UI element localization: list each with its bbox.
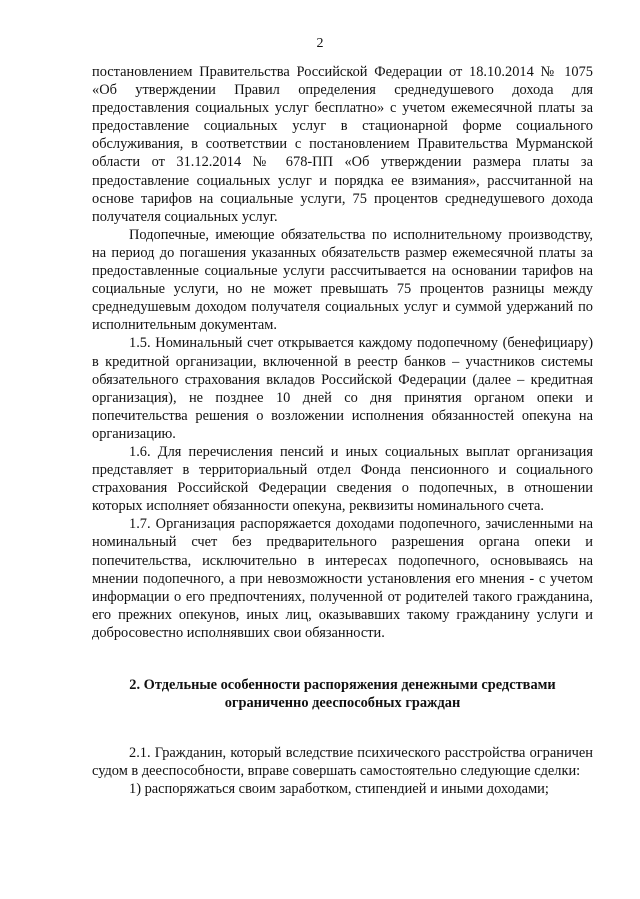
section-2-heading-line1: 2. Отдельные особенности распоряжения денежными средствами — [129, 677, 556, 693]
section-2-heading-line2: ограниченно дееспособных граждан — [224, 695, 461, 712]
paragraph-1-5: 1.5. Номинальный счет открывается каждому подопечному (бенефициару) в кредитной организации, включенной в реестр банков – участников системы обязательного страхования вкладов Российской Федерации (далее – кредитная организация), не позднее 10 дней со дня принятия органом опеки и попечительства решения о возложении исполнения обязанностей опекуна на организацию. — [92, 335, 593, 442]
paragraph-2-1: 2.1. Гражданин, который вследствие психического расстройства ограничен судом в дееспособности, вправе совершать самостоятельно следующие сделки: — [92, 745, 593, 780]
section-2-heading — [92, 676, 593, 712]
document-body — [92, 63, 593, 798]
list-item-1: 1) распоряжаться своим заработком, стипендией и иными доходами; — [129, 781, 549, 798]
paragraph-1-7: 1.7. Организация распоряжается доходами подопечного, зачисленными на номинальный счет без предварительного разрешения органа опеки и попечительства, исключительно в интересах подопечного, основываясь на мнении подопечного, а при невозможности установления его мнения - с учетом информации о его предпочтениях, полученной от родителей такого гражданина, его прежних опекунов, иных лиц, оказывавших такому гражданину услуги и добросовестно исполнявших свои обязанности. — [92, 516, 593, 641]
page-number: 2 — [316, 36, 324, 51]
paragraph-wards-obligations: Подопечные, имеющие обязательства по исполнительному производству, на период до погашения указанных обязательств размер ежемесячной платы за предоставленные социальные услуги рассчитывается на основании тарифов на социальные услуги, но не может превышать 75 процентов разницы между среднедушевым доходом получателя социальных услуг и суммой удержаний по исполнительным документам. — [92, 226, 593, 334]
paragraph-continuation: постановлением Правительства Российской Федерации от 18.10.2014 № 1075 «Об утверждении Правил определения среднедушевого дохода для предоставления социальных услуг бесплатно» с учетом ежемесячной платы за предоставление социальных услуг в стационарной форме социального обслуживания, в соответствии с постановлением Правительства Мурманской области от 31.12.2014 № 678-ПП «Об утверждении размера платы за предоставление социальных услуг и порядка ее взимания», рассчитанной на основе тарифов на социальные услуги, 75 процентов среднедушевого дохода получателя социальных услуг. — [92, 64, 593, 225]
paragraph-1-6: 1.6. Для перечисления пенсий и иных социальных выплат организация представляет в территориальный отдел Фонда пенсионного и социального страхования Российской Федерации сведения о подопечных, в отношении которых исполняет обязанности опекуна, реквизиты номинального счета. — [92, 443, 593, 515]
